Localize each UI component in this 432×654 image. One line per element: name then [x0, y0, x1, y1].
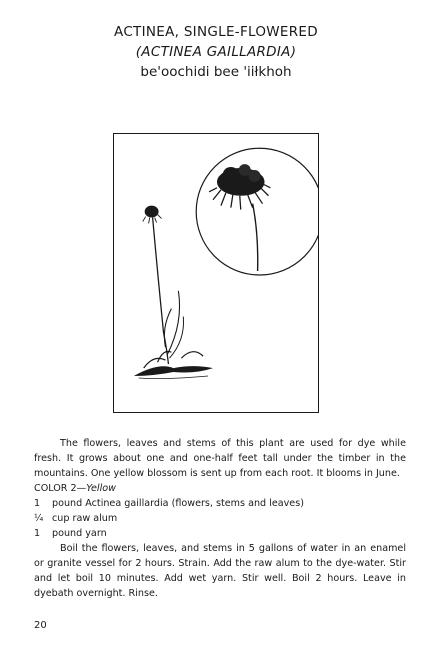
ingredient-text: cup raw alum — [52, 513, 118, 524]
ingredient-item — [34, 511, 406, 526]
color-label: COLOR 2— — [34, 483, 87, 494]
page-title: ACTINEA, SINGLE-FLOWERED — [114, 24, 318, 40]
scientific-name: (ACTINEA GAILLARDIA) — [135, 44, 297, 60]
recipe-text — [34, 436, 406, 601]
ingredient-item — [34, 496, 406, 511]
plant-illustration — [113, 133, 319, 413]
plant-drawing — [114, 134, 318, 412]
ingredient-text: pound yarn — [52, 528, 107, 539]
native-name: be'oochidi bee 'iiłkhoh — [140, 64, 292, 80]
color-name: Yellow — [86, 483, 116, 494]
magnified-flower-inset — [196, 148, 318, 275]
ingredient-qty: 1 — [34, 528, 41, 539]
ingredient-text: pound Actinea gaillardia (flowers, stems and leaves) — [52, 498, 304, 509]
ingredient-qty: 1 — [34, 498, 41, 509]
instructions: Boil the flowers, leaves, and stems in 5 gallons of water in an enamel or granite vessel for 2 hours. Strain. Add the raw alum to the dye-water. Stir and let boil 10 minutes. Add wet yarn. Stir well. Boil 2 hours. Leave in dyebath overnight. Rinse. — [34, 543, 406, 599]
color-heading — [34, 481, 406, 496]
page-number: 20 — [34, 620, 47, 631]
plant-description: The flowers, leaves and stems of this plant are used for dye while fresh. It grows about one and one-half feet tall under the timber in the mountains. One yellow blossom is sent up from each root. It blooms in June. — [34, 438, 406, 479]
main-plant — [134, 206, 213, 379]
ingredient-item — [34, 526, 406, 541]
ingredient-qty: ¼ — [34, 513, 44, 524]
